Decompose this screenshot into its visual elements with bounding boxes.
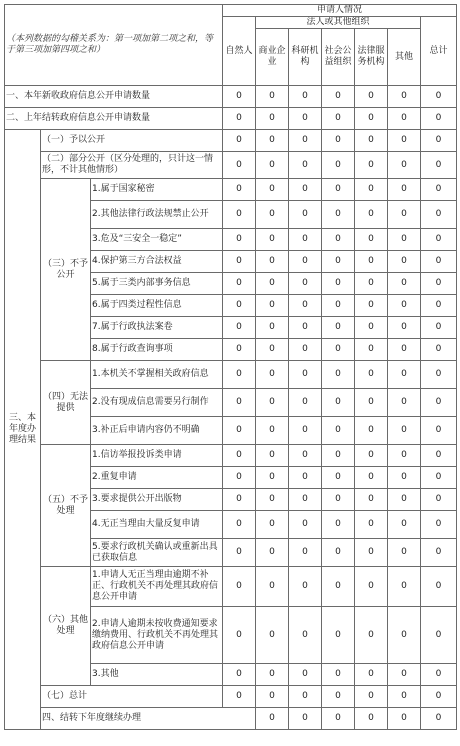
cell-research: 0	[289, 489, 322, 511]
cell-business: 0	[256, 229, 289, 251]
cell-natural: 0	[223, 445, 256, 467]
cell-legal: 0	[355, 179, 388, 201]
cell-other: 0	[421, 708, 457, 730]
cell-research: 0	[289, 251, 322, 273]
cell-natural: 0	[256, 708, 289, 730]
cell-legal: 0	[355, 417, 388, 445]
row-label: 8.属于行政查询事项	[91, 339, 223, 361]
row-label: 2.其他法律行政法规禁止公开	[91, 201, 223, 229]
cell-total: 0	[421, 567, 457, 607]
cell-research: 0	[289, 467, 322, 489]
cell-research: 0	[289, 201, 322, 229]
cell-business: 0	[256, 445, 289, 467]
cell-legal: 0	[355, 108, 388, 130]
cell-total: 0	[421, 295, 457, 317]
cell-business: 0	[289, 708, 322, 730]
row-label: 四、结转下年度继续办理	[41, 708, 256, 730]
cell-natural: 0	[223, 201, 256, 229]
cell-business: 0	[256, 664, 289, 686]
cell-total: 0	[421, 417, 457, 445]
cell-legal: 0	[355, 389, 388, 417]
row-label: （七）总计	[41, 686, 223, 708]
table-row	[5, 130, 457, 152]
cell-research: 0	[289, 417, 322, 445]
cell-natural: 0	[223, 317, 256, 339]
sub-col-legal-service: 法律服务机构	[355, 29, 388, 86]
cell-legal: 0	[388, 708, 421, 730]
cell-legal: 0	[355, 607, 388, 664]
row-label: 5.要求行政机关确认或重新出具已获取信息	[91, 539, 223, 567]
row-label: 1.本机关不掌握相关政府信息	[91, 361, 223, 389]
cell-welfare: 0	[322, 273, 355, 295]
application-statistics-table	[4, 4, 457, 730]
cell-total: 0	[421, 389, 457, 417]
cell-total: 0	[421, 511, 457, 539]
cell-legal: 0	[355, 201, 388, 229]
cell-other: 0	[388, 389, 421, 417]
cell-research: 0	[289, 295, 322, 317]
cell-research: 0	[289, 339, 322, 361]
cell-natural: 0	[223, 108, 256, 130]
cell-welfare: 0	[355, 708, 388, 730]
cell-research: 0	[289, 511, 322, 539]
cell-total: 0	[421, 361, 457, 389]
cell-welfare: 0	[322, 108, 355, 130]
cell-other: 0	[388, 229, 421, 251]
cell-legal: 0	[355, 229, 388, 251]
cell-total: 0	[421, 273, 457, 295]
cell-other: 0	[388, 251, 421, 273]
cell-legal: 0	[355, 445, 388, 467]
group-label-other-handling: （六）其他处理	[41, 567, 91, 686]
cell-legal: 0	[355, 251, 388, 273]
cell-welfare: 0	[322, 389, 355, 417]
cell-business: 0	[256, 108, 289, 130]
cell-welfare: 0	[322, 445, 355, 467]
cell-business: 0	[256, 86, 289, 108]
table-row	[5, 567, 457, 607]
row-label: 3.要求提供公开出版物	[91, 489, 223, 511]
group-label-not-processed: （五）不予处理	[41, 445, 91, 567]
cell-welfare: 0	[322, 607, 355, 664]
table-row	[5, 86, 457, 108]
sub-col-research: 科研机构	[289, 29, 322, 86]
cell-research: 0	[289, 445, 322, 467]
sub-col-public-welfare: 社会公益组织	[322, 29, 355, 86]
row-label: （二）部分公开（区分处理的，只计这一情形，不计其他情形）	[41, 152, 223, 179]
table-row	[5, 445, 457, 467]
cell-other: 0	[388, 339, 421, 361]
cell-welfare: 0	[322, 179, 355, 201]
cell-research: 0	[289, 273, 322, 295]
cell-other: 0	[388, 201, 421, 229]
legal-group-header: 法人或其他组织	[256, 17, 421, 29]
cell-welfare: 0	[322, 130, 355, 152]
cell-natural: 0	[223, 273, 256, 295]
group-label-not-disclosed: （三）不予公开	[41, 179, 91, 361]
cell-business: 0	[256, 130, 289, 152]
cell-legal: 0	[355, 86, 388, 108]
cell-legal: 0	[355, 339, 388, 361]
cell-legal: 0	[355, 686, 388, 708]
cell-legal: 0	[355, 317, 388, 339]
row-label: 2.重复申请	[91, 467, 223, 489]
cell-business: 0	[256, 295, 289, 317]
cell-legal: 0	[355, 152, 388, 179]
cell-other: 0	[388, 152, 421, 179]
cell-natural: 0	[223, 251, 256, 273]
cell-natural: 0	[223, 339, 256, 361]
cell-legal: 0	[355, 664, 388, 686]
cell-total: 0	[421, 686, 457, 708]
cell-natural: 0	[223, 489, 256, 511]
group-label-unavailable: （四）无法提供	[41, 361, 91, 445]
row-label: 1.信访举报投诉类申请	[91, 445, 223, 467]
row-label: 3.补正后申请内容仍不明确	[91, 417, 223, 445]
sub-col-business: 商业企业	[256, 29, 289, 86]
cell-research: 0	[289, 361, 322, 389]
cell-business: 0	[256, 179, 289, 201]
cell-total: 0	[421, 251, 457, 273]
cell-natural: 0	[223, 607, 256, 664]
cell-business: 0	[256, 317, 289, 339]
cell-research: 0	[289, 86, 322, 108]
cell-total: 0	[421, 539, 457, 567]
cell-other: 0	[388, 179, 421, 201]
cell-business: 0	[256, 389, 289, 417]
row-label: 1.属于国家秘密	[91, 179, 223, 201]
cell-research: 0	[289, 567, 322, 607]
cell-total: 0	[421, 339, 457, 361]
cell-welfare: 0	[322, 201, 355, 229]
cell-welfare: 0	[322, 251, 355, 273]
cell-other: 0	[388, 417, 421, 445]
row-label: 1.申请人无正当理由逾期不补正、行政机关不再处理其政府信息公开申请	[91, 567, 223, 607]
cell-research: 0	[289, 108, 322, 130]
cell-research: 0	[289, 686, 322, 708]
row-label: 4.无正当理由大量反复申请	[91, 511, 223, 539]
cell-business: 0	[256, 489, 289, 511]
cell-other: 0	[388, 539, 421, 567]
group-label-results: 三、本年度办理结果	[5, 130, 41, 730]
cell-welfare: 0	[322, 339, 355, 361]
cell-total: 0	[421, 664, 457, 686]
cell-research: 0	[289, 130, 322, 152]
cell-welfare: 0	[322, 467, 355, 489]
sub-col-other: 其他	[388, 29, 421, 86]
cell-total: 0	[421, 86, 457, 108]
cell-business: 0	[256, 361, 289, 389]
table-row	[5, 708, 457, 730]
cell-business: 0	[256, 607, 289, 664]
cell-natural: 0	[223, 511, 256, 539]
cell-research: 0	[289, 152, 322, 179]
cell-welfare: 0	[322, 511, 355, 539]
cell-natural: 0	[223, 179, 256, 201]
cell-research: 0	[289, 229, 322, 251]
cell-total: 0	[421, 607, 457, 664]
cell-legal: 0	[355, 273, 388, 295]
row-label: 4.保护第三方合法权益	[91, 251, 223, 273]
cell-business: 0	[256, 273, 289, 295]
cell-business: 0	[256, 567, 289, 607]
cell-business: 0	[256, 339, 289, 361]
row-label: 一、本年新收政府信息公开申请数量	[5, 86, 223, 108]
cell-research: 0	[289, 539, 322, 567]
cell-natural: 0	[223, 467, 256, 489]
cell-research: 0	[289, 664, 322, 686]
row-label: 7.属于行政执法案卷	[91, 317, 223, 339]
cell-welfare: 0	[322, 86, 355, 108]
cell-total: 0	[421, 445, 457, 467]
cell-total: 0	[421, 489, 457, 511]
cell-other: 0	[388, 445, 421, 467]
cell-welfare: 0	[322, 664, 355, 686]
cell-welfare: 0	[322, 539, 355, 567]
cell-research: 0	[289, 317, 322, 339]
cell-welfare: 0	[322, 317, 355, 339]
cell-total: 0	[421, 467, 457, 489]
cell-welfare: 0	[322, 229, 355, 251]
cell-legal: 0	[355, 489, 388, 511]
cell-natural: 0	[223, 417, 256, 445]
cell-welfare: 0	[322, 295, 355, 317]
cell-other: 0	[388, 108, 421, 130]
table-row	[5, 361, 457, 389]
cell-business: 0	[256, 511, 289, 539]
cell-business: 0	[256, 417, 289, 445]
total-header: 总计	[421, 17, 457, 86]
cell-natural: 0	[223, 130, 256, 152]
cell-other: 0	[388, 489, 421, 511]
cell-natural: 0	[223, 295, 256, 317]
cell-research: 0	[289, 607, 322, 664]
table-row	[5, 152, 457, 179]
cell-natural: 0	[223, 86, 256, 108]
cell-legal: 0	[355, 467, 388, 489]
cell-business: 0	[256, 539, 289, 567]
cell-total: 0	[421, 152, 457, 179]
cell-research: 0	[322, 708, 355, 730]
cell-natural: 0	[223, 539, 256, 567]
cell-business: 0	[256, 201, 289, 229]
cell-legal: 0	[355, 295, 388, 317]
cell-legal: 0	[355, 130, 388, 152]
cell-other: 0	[388, 607, 421, 664]
cell-welfare: 0	[322, 361, 355, 389]
row-label: 6.属于四类过程性信息	[91, 295, 223, 317]
cell-legal: 0	[355, 567, 388, 607]
cell-natural: 0	[223, 664, 256, 686]
cell-natural: 0	[223, 686, 256, 708]
cell-natural: 0	[223, 389, 256, 417]
table-row	[5, 179, 457, 201]
cell-welfare: 0	[322, 152, 355, 179]
cell-natural: 0	[223, 229, 256, 251]
row-label: 3.其他	[91, 664, 223, 686]
table-row	[5, 108, 457, 130]
cell-other: 0	[388, 86, 421, 108]
cell-total: 0	[421, 130, 457, 152]
cell-welfare: 0	[322, 686, 355, 708]
header-note: （本列数据的勾稽关系为：第一项加第二项之和，等于第三项加第四项之和）	[5, 5, 223, 86]
cell-business: 0	[256, 152, 289, 179]
cell-total: 0	[421, 317, 457, 339]
cell-welfare: 0	[322, 489, 355, 511]
cell-natural: 0	[223, 361, 256, 389]
cell-other: 0	[388, 567, 421, 607]
cell-other: 0	[388, 361, 421, 389]
cell-natural: 0	[223, 152, 256, 179]
cell-research: 0	[289, 179, 322, 201]
cell-business: 0	[256, 467, 289, 489]
row-label: （一）予以公开	[41, 130, 223, 152]
cell-total: 0	[421, 229, 457, 251]
cell-other: 0	[388, 686, 421, 708]
cell-other: 0	[388, 511, 421, 539]
cell-total: 0	[421, 108, 457, 130]
row-label: 3.危及“三安全一稳定”	[91, 229, 223, 251]
cell-legal: 0	[355, 539, 388, 567]
row-label: 2.申请人逾期未按收费通知要求缴纳费用、行政机关不再处理其政府信息公开申请	[91, 607, 223, 664]
cell-research: 0	[289, 389, 322, 417]
row-label: 二、上年结转政府信息公开申请数量	[5, 108, 223, 130]
cell-other: 0	[388, 273, 421, 295]
row-label: 5.属于三类内部事务信息	[91, 273, 223, 295]
cell-other: 0	[388, 467, 421, 489]
cell-other: 0	[388, 295, 421, 317]
cell-legal: 0	[355, 511, 388, 539]
cell-total: 0	[421, 201, 457, 229]
cell-business: 0	[256, 686, 289, 708]
cell-legal: 0	[355, 361, 388, 389]
cell-other: 0	[388, 130, 421, 152]
cell-other: 0	[388, 317, 421, 339]
report-table-container	[4, 4, 456, 730]
cell-natural: 0	[223, 567, 256, 607]
cell-other: 0	[388, 664, 421, 686]
cell-business: 0	[256, 251, 289, 273]
row-label: 2.没有现成信息需要另行制作	[91, 389, 223, 417]
table-row	[5, 686, 457, 708]
applicant-header: 申请人情况	[223, 5, 457, 17]
cell-welfare: 0	[322, 417, 355, 445]
cell-welfare: 0	[322, 567, 355, 607]
natural-person-header: 自然人	[223, 17, 256, 86]
header-row-1	[5, 5, 457, 17]
cell-total: 0	[421, 179, 457, 201]
